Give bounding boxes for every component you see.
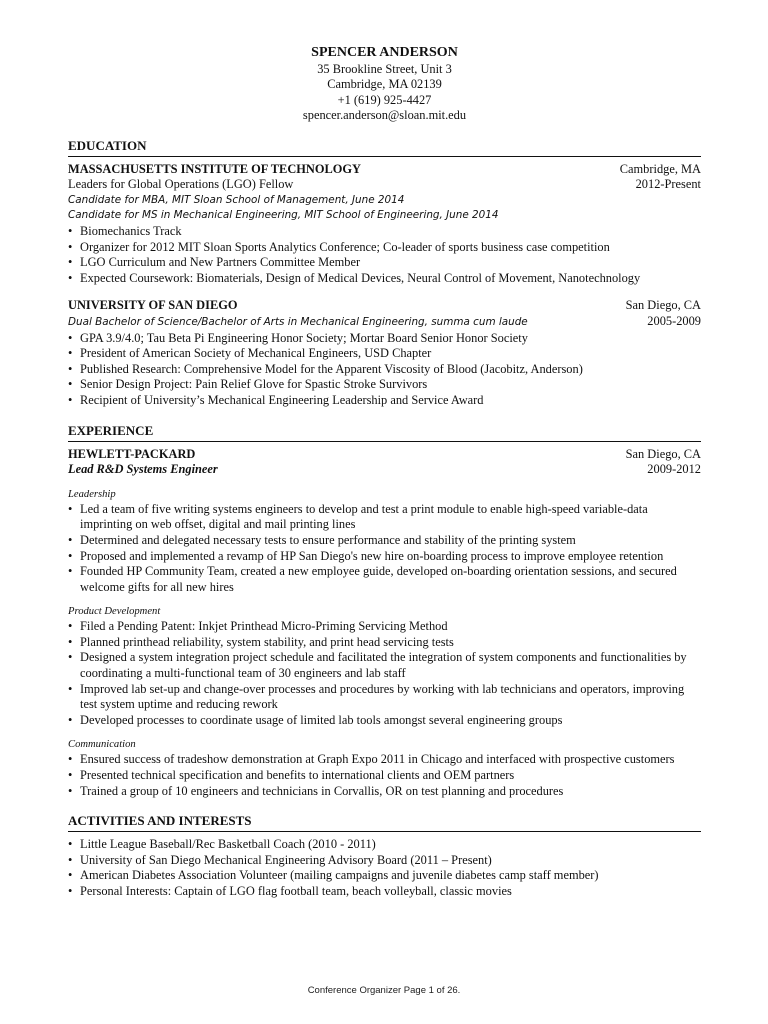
list-item: • Little League Baseball/Rec Basketball Coach (2010 - 2011) bbox=[68, 837, 701, 853]
list-item: • Determined and delegated necessary tests to ensure performance and stability of the printing system bbox=[68, 533, 701, 549]
bullet-list bbox=[68, 224, 701, 286]
list-item: • American Diabetes Association Volunteer (mailing campaigns and juvenile diabetes camp staff member) bbox=[68, 868, 701, 884]
company-location: San Diego, CA bbox=[625, 446, 701, 461]
date-range: 2005-2009 bbox=[647, 313, 701, 328]
bullet-list bbox=[68, 837, 701, 899]
list-item: • Founded HP Community Team, created a new employee guide, developed on-boarding orientation sessions, and secured welcome gifts for all new hires bbox=[68, 564, 701, 595]
subsection-label-product-development: Product Development bbox=[68, 606, 161, 618]
list-item: • Ensured success of tradeshow demonstration at Graph Expo 2011 in Chicago and interfaced with prospective customers bbox=[68, 752, 701, 768]
list-item: • Filed a Pending Patent: Inkjet Printhead Micro-Priming Servicing Method bbox=[68, 619, 701, 635]
education-entry-mit bbox=[68, 162, 701, 287]
list-item: • Published Research: Comprehensive Model for the Apparent Viscosity of Blood (Jacobitz, Anderson) bbox=[68, 362, 701, 378]
activities-heading: ACTIVITIES AND INTERESTS bbox=[68, 813, 701, 832]
date-range: 2012-Present bbox=[635, 177, 701, 192]
list-item: • LGO Curriculum and New Partners Committee Member bbox=[68, 255, 701, 271]
list-item: • Senior Design Project: Pain Relief Glove for Spastic Stroke Survivors bbox=[68, 377, 701, 393]
education-entry-usd bbox=[68, 298, 701, 408]
applicant-name: SPENCER ANDERSON bbox=[311, 45, 458, 60]
bullet-list bbox=[68, 331, 701, 409]
date-range: 2009-2012 bbox=[647, 462, 701, 477]
resume-page bbox=[68, 44, 701, 900]
list-item: • Improved lab set-up and change-over processes and procedures by working with lab technicians and operators, improving test system uptime and reducing rework bbox=[68, 682, 701, 713]
address-line-1: 35 Brookline Street, Unit 3 bbox=[317, 62, 452, 76]
school-name: MASSACHUSETTS INSTITUTE OF TECHNOLOGY bbox=[68, 161, 361, 176]
bullet-list bbox=[68, 752, 701, 799]
experience-entry-hp bbox=[68, 447, 701, 800]
education-heading: EDUCATION bbox=[68, 138, 701, 157]
degree-candidacy: Candidate for MBA, MIT Sloan School of Management, June 2014 bbox=[68, 193, 405, 206]
email-address: spencer.anderson@sloan.mit.edu bbox=[302, 108, 467, 123]
list-item: • Presented technical specification and benefits to international clients and OEM partners bbox=[68, 768, 701, 784]
list-item: • GPA 3.9/4.0; Tau Beta Pi Engineering Honor Society; Mortar Board Senior Honor Society bbox=[68, 331, 701, 347]
contact-header bbox=[68, 44, 701, 124]
school-location: Cambridge, MA bbox=[619, 161, 701, 176]
list-item: • Personal Interests: Captain of LGO flag football team, beach volleyball, classic movies bbox=[68, 884, 701, 900]
bullet-list bbox=[68, 502, 701, 596]
experience-heading: EXPERIENCE bbox=[68, 423, 701, 442]
list-item: • Biomechanics Track bbox=[68, 224, 701, 240]
phone-number: +1 (619) 925-4427 bbox=[337, 92, 432, 107]
degree-name: Dual Bachelor of Science/Bachelor of Arts in Mechanical Engineering, summa cum laude bbox=[68, 315, 528, 328]
list-item: • Developed processes to coordinate usage of limited lab tools amongst several engineering groups bbox=[68, 713, 701, 729]
list-item: • Organizer for 2012 MIT Sloan Sports Analytics Conference; Co-leader of sports business case competition bbox=[68, 240, 701, 256]
list-item: • Led a team of five writing systems engineers to develop and test a print module to enable high-speed variable-data imprinting on web offset, digital and mail printing lines bbox=[68, 502, 701, 533]
bullet-list bbox=[68, 619, 701, 728]
list-item: • Designed a system integration project schedule and facilitated the integration of system components and functionalities by coordinating a multi-functional team of 30 engineers and lab staff bbox=[68, 650, 701, 681]
list-item: • Recipient of University’s Mechanical Engineering Leadership and Service Award bbox=[68, 393, 701, 409]
list-item: • Planned printhead reliability, system stability, and print head servicing tests bbox=[68, 635, 701, 651]
list-item: • President of American Society of Mechanical Engineers, USD Chapter bbox=[68, 346, 701, 362]
job-title: Lead R&D Systems Engineer bbox=[68, 462, 218, 477]
company-name: HEWLETT-PACKARD bbox=[68, 446, 196, 461]
school-location: San Diego, CA bbox=[625, 298, 701, 313]
page-footer: Conference Organizer Page 1 of 26. bbox=[307, 985, 461, 996]
list-item: • University of San Diego Mechanical Engineering Advisory Board (2011 – Present) bbox=[68, 853, 701, 869]
subsection-label-communication: Communication bbox=[68, 739, 136, 751]
list-item: • Proposed and implemented a revamp of HP San Diego's new hire on-boarding process to improve employee retention bbox=[68, 549, 701, 565]
subsection-label-leadership: Leadership bbox=[68, 488, 116, 500]
degree-candidacy: Candidate for MS in Mechanical Engineering, MIT School of Engineering, June 2014 bbox=[68, 209, 499, 222]
list-item: • Trained a group of 10 engineers and technicians in Corvallis, OR on test planning and procedures bbox=[68, 784, 701, 800]
address-line-2: Cambridge, MA 02139 bbox=[327, 77, 442, 92]
program-role: Leaders for Global Operations (LGO) Fellow bbox=[68, 177, 294, 192]
school-name: UNIVERSITY OF SAN DIEGO bbox=[68, 298, 238, 313]
list-item: • Expected Coursework: Biomaterials, Design of Medical Devices, Neural Control of Movement, Nanotechnology bbox=[68, 271, 701, 287]
